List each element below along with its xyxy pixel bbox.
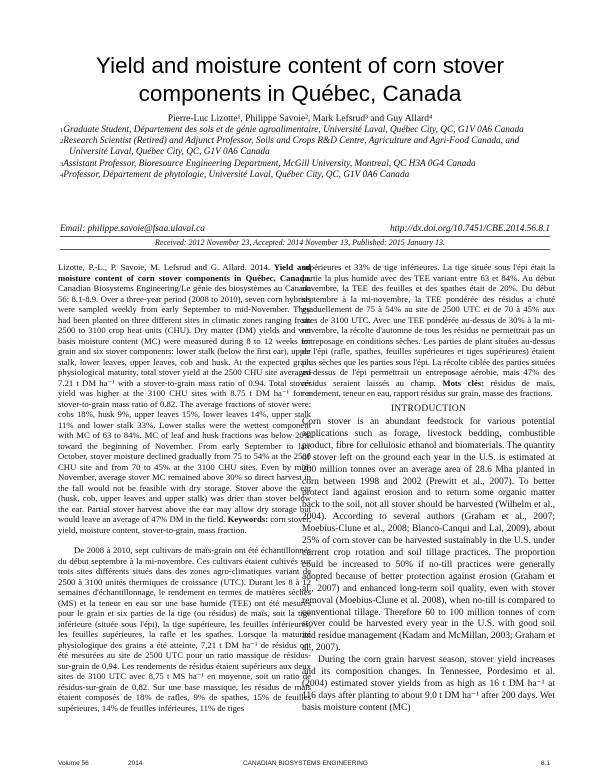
affiliation-1 xyxy=(60,125,560,136)
french-abstract-continued xyxy=(302,262,555,399)
mots-cles-label: Mots clés: xyxy=(435,377,485,388)
right-column xyxy=(302,262,555,752)
citation-journal: Canadian Biosystems Engineering/Le génie des biosystèmes au Canada 56: 8.1-8.9. xyxy=(58,283,311,304)
abstract-body: Over a three-year period (2008 to 2010), seven corn hybrids were sampled weekly from early September to mid-November. They had been planted on three different sites in climatic zones ranging from 2500 to 3100 crop heat units (CHU). Dry matter (DM) yields and wet basis moisture content (MC) were measured during 8 to 12 weeks for grain and six stover components: lower stalk (below the first ear), upper stalk, lower leaves, upper leaves, cob and husk. At the expected grain physiological maturity, total stover yield at the 2500 CHU site averaged 7.21 t DM ha⁻¹ with a stover-to-grain mass ratio of 0.94. Total stover yield was higher at the 3100 CHU sites with 8.75 t DM ha⁻¹ for a stover-to-grain mass ratio of 0.82. The average fractions of stover were: cobs 18%, husk 9%, upper leaves 15%, lower leaves 14%, upper stalk 11% and lower stalk 33%. Lower stalks were the wettest component with MC of 63 to 84%. MC of leaf and husk fractions was below 20% toward the beginning of November. From early September to late October, stover moisture declined gradually from 75 to 54% at the 2500 CHU site and from 70 to 45% at the 3100 CHU sites. Even by mid-November, average stover MC remained above 30% so direct harvest in the fall would not be feasible with dry storage. Stover above the ear (husk, cob, upper leaves and upper stalk) was drier than stover below the ear. Partial stover harvest above the ear may allow dry storage but would leave an average of 47% DM in the field. xyxy=(58,293,311,524)
french-abstract: De 2008 à 2010, sept cultivars de maïs-grain ont été échantillonnés du début septembre à la mi-novembre. Ces cultivars étaient cultivés sur trois sites différents situés dans des zones agro-climatiques variant de 2500 à 3100 unités thermiques de croissance (UTC). Durant les 8 à 12 semaines d'échantillonnage, le rendement en termes de matières sèches (MS) et la teneur en eau sur une base humide (TEE) ont été mesurés pour le grain et six parties de la tige (ou résidus) de maïs, soit la tige inférieure (située sous l'épi), la tige supérieure, les feuilles inférieures, les feuilles supérieures, la rafle et les spathes. Lorsque la maturité physiologique des grains a été atteinte, 7,21 t DM ha⁻¹ de résidus ont été mesurées au site de 2500 UTC pour un ratio massique de résidus-sur-grain de 0,94. Les rendements de résidus étaient supérieurs aux deux sites de 3100 UTC avec 8,75 t MS ha⁻¹ en moyenne, soit un ratio de résidus-sur-grain de 0,82. Sur une base massique, les résidus de maïs étaient composés de 18% de rafles, 9% de spathes, 15% de feuilles supérieures, 14% de feuilles inférieures, 11% de tiges xyxy=(58,545,311,713)
doi-link[interactable]: http://dx.doi.org/10.7451/CBE.2014.56.8.1 xyxy=(389,224,550,234)
footer-journal: CANADIAN BIOSYSTEMS ENGINEERING xyxy=(243,760,368,767)
affiliation-4 xyxy=(60,170,560,181)
keywords-label: Keywords: xyxy=(225,514,269,524)
affiliation-2 xyxy=(60,136,560,158)
affiliation-text: Professor, Département de phytologie, Université Laval, Québec City, QC, G1V 0A6 Canada xyxy=(63,169,410,180)
citation-title: Yield and moisture content of corn stover components in Québec, Canada. xyxy=(58,262,311,283)
received-dates: Received: 2012 November 23, Accepted: 2014 November 13, Published: 2015 January 13. xyxy=(155,238,445,247)
french-abstract-text: supérieures et 33% de tige inférieures. La tige située sous l'épi était la partie la plus humide avec des TEE variant entre 63 et 84%. Au début novembre, la TEE des feuilles et des spathes était de 20%. Du début septembre à la mi-novembre, la TEE pondérée des résidus a chuté graduellement de 75 à 54% au site de 2500 UTC et de 70 à 45% aux sites de 3100 UTC. Avec une TEE pondérée au-dessus de 30% à la mi-novembre, la récolte d'automne de tous les résidus ne permettrait pas un entreposage en conditions sèches. Les parties de plant situées au-dessus de l'épi (rafle, spathes, feuilles supérieures et tiges supérieures) étaient plus sèches que les parties sous l'épi. La récolte ciblée des parties situées au-dessus de l'épi permettrait un entreposage aérobie, mais 47% des résidus seraient laissés au champ. xyxy=(302,262,555,388)
footer-page-number: 8.1 xyxy=(540,760,550,767)
affiliation-text: Assistant Professor, Bioresource Engineering Department, McGill University, Montreal, QC H3A 0G4 Canada xyxy=(63,158,476,169)
affiliation-number: 1 xyxy=(60,127,64,134)
affiliation-number: 2 xyxy=(60,138,64,146)
citation-authors: Lizotte, P.-L., P. Savoie, M. Lefsrud and G. Allard. 2014. xyxy=(58,262,271,272)
affiliation-number: 4 xyxy=(60,171,64,179)
introduction-paragraph-1: Corn stover is an abundant feedstock for various potential applications such as forage, livestock bedding, combustible product, fibre for cellulosic ethanol and biomaterials. The quantity of stover left on the ground each year in the U.S. is estimated at 200 million tonnes over an average area of 28.6 Mha planted in corn between 1998 and 2002 (Prewitt et al., 2007). To better protect land against erosion and to return some organic matter back to the soil, not all stover should be harvested (Wilhelm et al., 2004). According to several authors (Graham et al., 2007; Moebius-Clune et al., 2008; Blanco-Canqui and Lal, 2009), about 25% of corn stover can be harvested sustainably in the U.S. under current crop rotation and soil tillage practices. The proportion could be increased to 50% if no-till practices were generally adopted because of better protection against erosion (Graham et al., 2007) and enhanced long-term soil quality, even with stover removal (Moebius-Clune et al. 2008), when no-till is compared to conventional tillage. Therefore 60 to 100 million tonnes of corn stover could be harvested every year in the U.S. with good soil and residue management (Kadam and McMillan, 2003; Graham et al., 2007). xyxy=(302,417,555,654)
affiliation-3 xyxy=(60,159,560,170)
header-rule-top xyxy=(60,236,550,237)
affiliation-text: Research Scientist (Retired) and Adjunct Professor, Soils and Crops R&D Centre, Agriculture and Agri-Food Canada, and Université Laval, Québec City, QC, G1V 0A6 Canada xyxy=(63,136,520,158)
footer-year: 2014 xyxy=(128,760,143,767)
contact-row xyxy=(60,224,550,235)
mots-cles: résidus de maïs, rendement, teneur en eau, rapport résidus sur grain, masse des fractions. xyxy=(302,377,555,398)
introduction-paragraph-2: During the corn grain harvest season, stover yield increases and its composition changes. In Tennessee, Pordesimo et al. (2004) estimated stover yields from as high as 16 t DM ha⁻¹ at 116 days after planting to about 9.0 t DM ha⁻¹ after 200 days. Wet basis moisture content (MC) xyxy=(302,655,555,713)
left-column xyxy=(58,262,311,752)
author-list: Pierre-Luc Lizotte¹, Philippe Savoie², Mark Lefsrud³ and Guy Allard⁴ xyxy=(167,114,433,124)
footer-volume: Volume 56 xyxy=(58,760,89,767)
abstract xyxy=(58,262,311,535)
affiliation-number: 3 xyxy=(60,160,64,168)
corresponding-email[interactable]: Email: philippe.savoie@fsaa.ulaval.ca xyxy=(60,224,205,234)
header-rule-bottom xyxy=(60,249,550,250)
affiliation-text: Graduate Student, Département des sols et de génie agroalimentaire, Université Laval, Québec City, QC, G1V 0A6 Canada xyxy=(63,125,524,135)
paper-title: Yield and moisture content of corn stover components in Québec, Canada xyxy=(95,53,505,106)
section-heading-introduction: INTRODUCTION xyxy=(390,403,467,414)
keywords: corn stover, yield, moisture content, stover-to-grain, mass fraction. xyxy=(58,514,311,535)
affiliation-list xyxy=(60,125,560,181)
